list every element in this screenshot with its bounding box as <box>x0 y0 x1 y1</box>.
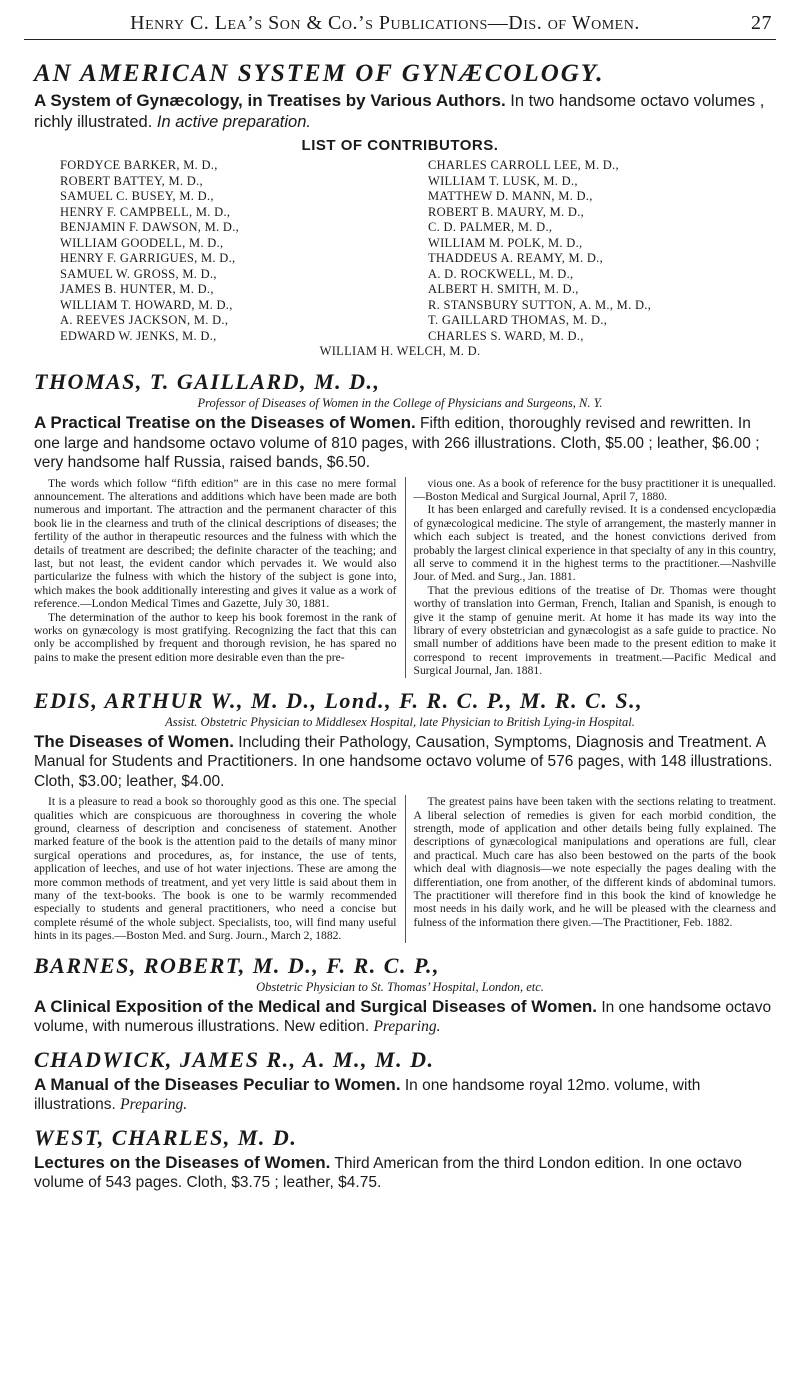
work-title-west: Lectures on the Diseases of Women. <box>34 1152 331 1172</box>
reviews-thomas <box>34 477 776 678</box>
contributor-name: WILLIAM T. LUSK, M. D., <box>428 173 578 188</box>
author-heading-chadwick: CHADWICK, JAMES R., A. M., M. D. <box>34 1046 435 1072</box>
work-status-barnes: Preparing. <box>373 1018 441 1036</box>
work-entry-thomas <box>34 413 776 473</box>
book-catalog-page <box>24 8 776 1193</box>
contributor-name: JAMES B. HUNTER, M. D., <box>60 282 214 296</box>
work-status-chadwick: Preparing. <box>120 1096 188 1114</box>
running-title: Henry C. Lea’s Son & Co.’s Publications—Dis. of Women. <box>130 12 640 34</box>
series-lead-text: In two handsome octavo volumes , richly illustrated. <box>34 92 765 131</box>
contributor-name: A. REEVES JACKSON, M. D., <box>60 313 229 327</box>
review-paragraph: The greatest pains have been taken with the sections relating to treatment. A liberal selection of remedies is given for each morbid condition, the strength, mode of application and other details being fully explained. The descriptions of gynæcological manipulations and operations are full, clear and practical. Much care has also been bestowed on the parts of the book which deal with diagnosis—we note especially the pages dealing with the differentiation, one from another, of the different kinds of abdominal tumors. The practitioner will therefore find in this book the kind of knowledge he most needs in his daily work, and he will be pleased with the clearness and fulness of the information there given.—The Practitioner, Feb. 1882. <box>413 795 776 929</box>
contributor-name: WILLIAM M. POLK, M. D., <box>428 235 583 250</box>
series-description <box>34 90 776 133</box>
work-entry-barnes <box>34 997 776 1037</box>
reviews-edis-left <box>34 795 406 942</box>
author-heading-west: WEST, CHARLES, M. D. <box>34 1124 298 1150</box>
contributor-name: CHARLES CARROLL LEE, M. D., <box>428 158 619 172</box>
author-affiliation-edis: Assist. Obstetric Physician to Middlesex Hospital, late Physician to British Lying-in Hospital. <box>165 714 635 729</box>
author-affiliation-thomas: Professor of Diseases of Women in the College of Physicians and Surgeons, N. Y. <box>197 396 603 410</box>
contributors-list <box>60 158 776 344</box>
series-title: AN AMERICAN SYSTEM OF GYNÆCOLOGY. <box>34 60 605 87</box>
contributor-name: C. D. PALMER, M. D., <box>428 220 553 234</box>
contributor-name: WILLIAM T. HOWARD, M. D., <box>60 297 233 312</box>
contributor-name: T. GAILLARD THOMAS, M. D., <box>428 313 608 327</box>
contributor-name: BENJAMIN F. DAWSON, M. D., <box>60 220 240 234</box>
contributor-name: WILLIAM GOODELL, M. D., <box>60 235 224 250</box>
series-status: In active preparation. <box>156 113 311 131</box>
contributor-name: HENRY F. GARRIGUES, M. D., <box>60 251 236 265</box>
review-paragraph: It has been enlarged and carefully revised. It is a condensed encyclopædia of gynæcological medicine. The style of arrangement, the masterly manner in which each subject is treated, and the honest convictions derived from probably the largest clinical experience in that specialty of any in this country, all serve to commend it in the highest terms to the practitioner.—Nashville Jour. of Med. and Surg., Jan. 1881. <box>413 503 777 584</box>
contributor-name: ROBERT BATTEY, M. D., <box>60 173 203 188</box>
contributor-name: MATTHEW D. MANN, M. D., <box>428 189 593 203</box>
contributor-last: WILLIAM H. WELCH, M. D. <box>319 344 481 358</box>
contributor-name: ALBERT H. SMITH, M. D., <box>428 282 579 296</box>
work-description-edis: Including their Pathology, Causation, Symptoms, Diagnosis and Treatment. A Manual for Students and Practitioners. In one handsome octavo volume of 576 pages, with 148 illustrations. Cloth, $3.00; leather, $4.00. <box>34 733 773 790</box>
contributor-name: A. D. ROCKWELL, M. D., <box>428 266 574 281</box>
page-number: 27 <box>751 12 772 34</box>
work-title-chadwick: A Manual of the Diseases Peculiar to Women. <box>34 1074 401 1094</box>
work-description-chadwick: In one handsome royal 12mo. volume, with illustrations. <box>34 1076 701 1114</box>
author-heading-edis: EDIS, ARTHUR W., M. D., Lond., F. R. C. P., M. R. C. S., <box>34 687 644 713</box>
contributor-name: THADDEUS A. REAMY, M. D., <box>428 251 603 265</box>
contributor-name: ROBERT B. MAURY, M. D., <box>428 204 585 219</box>
contributors-heading: LIST OF CONTRIBUTORS. <box>301 137 499 154</box>
review-paragraph: vious one. As a book of reference for the busy practitioner it is unequalled.—Boston Medical and Surgical Journal, April 7, 1880. <box>413 476 776 503</box>
contributor-name: R. STANSBURY SUTTON, A. M., M. D., <box>428 297 652 312</box>
running-header <box>24 8 776 40</box>
work-entry-west <box>34 1153 776 1193</box>
work-description-west: Third American from the third London edition. In one octavo volume of 543 pages. Cloth, $3.75 ; leather, $4.75. <box>34 1154 742 1192</box>
review-paragraph: The words which follow “fifth edition” are in this case no mere formal announcement. The alterations and additions which have been made are both numerous and important. The attraction and the permanent character of this book lie in the clearness and truth of the clinical descriptions of diseases; the fertility of the author in therapeutic resources and the fulness with which the details of treatment are described; the definite character of the teaching; and last, but not least, the evident candor which pervades it. We would also particularize the fulness with which the history of the subject is gone into, which makes the book additionally interesting and gives it value as a work of reference.—London Medical Times and Gazette, July 30, 1881. <box>34 476 397 611</box>
work-description-thomas: Fifth edition, thoroughly revised and rewritten. In one large and handsome octavo volume of 810 pages, with 266 illustrations. Cloth, $5.00 ; leather, $6.00 ; very handsome half Russia, raised bands, $6.50. <box>34 415 760 471</box>
work-description-barnes: In one handsome octavo volume, with numerous illustrations. New edition. <box>34 998 772 1036</box>
contributor-name: FORDYCE BARKER, M. D., <box>60 158 218 172</box>
work-title-thomas: A Practical Treatise on the Diseases of Women. <box>34 413 416 432</box>
review-paragraph: That the previous editions of the treatise of Dr. Thomas were thought worthy of translation into German, French, Italian and Spanish, is enough to give it the stamp of genuine merit. At home it has made its way into the library of every obstetrician and gynæcologist as a safe guide to practice. No small number of additions have been made to the present edition to make it correspond to recent improvements in treatment.—Pacific Medical and Surgical Journal, Jan. 1881. <box>413 583 776 678</box>
review-paragraph: It is a pleasure to read a book so thoroughly good as this one. The special qualities which are conspicuous are thoroughness in covering the whole ground, clearness of description and conciseness of statement. Another marked feature of the book is the attention paid to the details of many minor surgical operations and procedures, as, for instance, the use of tents, application of leeches, and use of hot water injections. These are among the more common methods of treatment, and yet very little is said about them in many of the text-books. The book is one to be warmly recommended especially to students and general practitioners, who need a concise but complete résumé of the whole subject. Specialists, too, will find many useful hints in its pages.—Boston Med. and Surg. Journ., March 2, 1882. <box>34 795 397 943</box>
contributor-name: CHARLES S. WARD, M. D., <box>428 328 584 343</box>
work-entry-edis <box>34 732 776 792</box>
reviews-edis <box>34 795 776 942</box>
author-affiliation-barnes: Obstetric Physician to St. Thomas’ Hospital, London, etc. <box>256 979 544 994</box>
reviews-edis-right <box>406 795 777 942</box>
contributor-name: SAMUEL C. BUSEY, M. D., <box>60 189 214 203</box>
author-heading-barnes: BARNES, ROBERT, M. D., F. R. C. P., <box>34 952 441 978</box>
contributor-name: EDWARD W. JENKS, M. D., <box>60 328 217 343</box>
reviews-thomas-right <box>406 477 777 678</box>
work-title-edis: The Diseases of Women. <box>34 731 234 751</box>
contributor-name: SAMUEL W. GROSS, M. D., <box>60 266 217 281</box>
reviews-thomas-left <box>34 477 406 678</box>
contributors-left-column <box>60 158 408 344</box>
author-heading-thomas: THOMAS, T. GAILLARD, M. D., <box>34 369 381 394</box>
work-title-barnes: A Clinical Exposition of the Medical and Surgical Diseases of Women. <box>34 996 598 1016</box>
work-entry-chadwick <box>34 1075 776 1115</box>
contributors-right-column <box>408 158 776 344</box>
contributor-name: HENRY F. CAMPBELL, M. D., <box>60 204 231 219</box>
review-paragraph: The determination of the author to keep his book foremost in the rank of works on gynæcology is most gratifying. Recognizing the fact that this can only be accomplished by frequent and thorough revision, he has spared no pains to make the present edition more desirable even than the pre- <box>34 610 397 664</box>
series-lead-title: A System of Gynæcology, in Treatises by Various Authors. <box>34 91 506 110</box>
